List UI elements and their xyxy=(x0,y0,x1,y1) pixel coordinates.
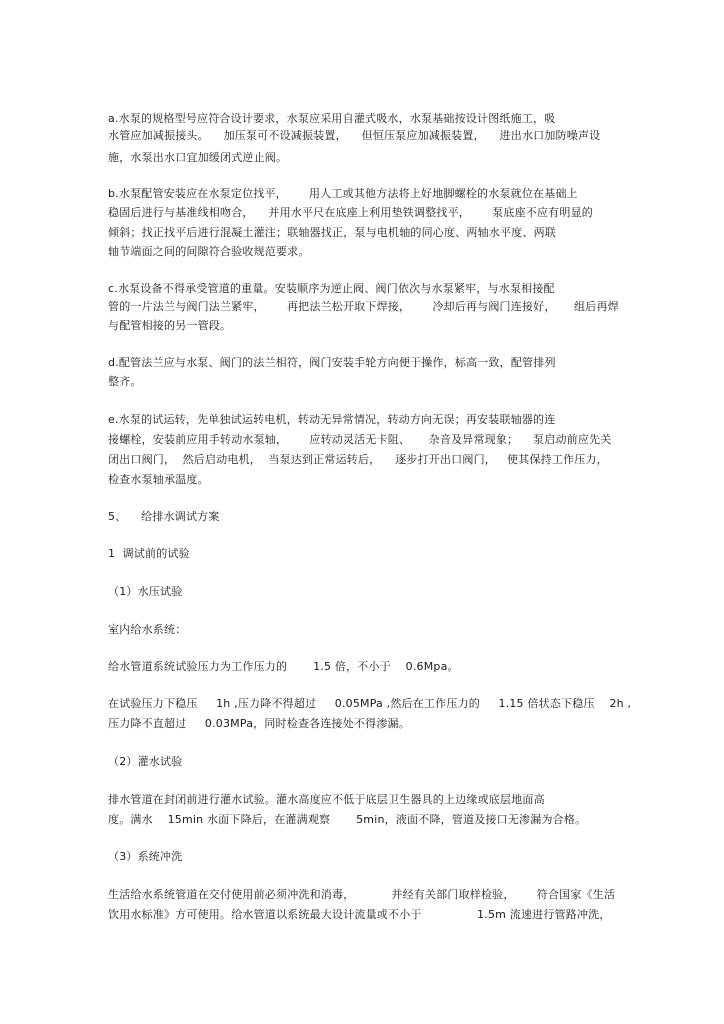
para-e-line-3: 闭出口阀门， 然后启动电机， 当泵达到正常运转后， 逐步打开出口阀门， 使其保持工作压力， xyxy=(108,453,608,466)
heading-indoor-water-supply: 室内给水系统： xyxy=(108,623,187,636)
pressure-test-line: 给水管道系统试验压力为工作压力的 1.5 倍，不小于 0.6Mpa。 xyxy=(108,660,459,673)
para-b-line-1: b.水泵配管安装应在水泵定位找平， 用人工或其他方法将上好地脚螺栓的水泵就位在基础上 xyxy=(108,187,578,200)
para-c-line-1: c.水泵设备不得承受管道的重量。安装顺序为逆止阀、阀门依次与水泵紧牢，与水泵相接配 xyxy=(108,282,555,295)
para-e-line-1: e.水泵的试运转，先单独试运转电机，转动无异常情况，转动方向无误；再安装联轴器的连 xyxy=(108,413,556,426)
para-d-line-1: d.配管法兰应与水泵、阀门的法兰相符，阀门安装手轮方向便于操作，标高一致，配管排列 xyxy=(108,356,556,369)
flush-line-1: 生活给水系统管道在交付使用前必须冲洗和消毒， 并经有关部门取样检验， 符合国家《生活 xyxy=(108,888,616,901)
heading-system-flush: （3）系统冲洗 xyxy=(108,850,183,863)
fill-test-line-2: 度。满水 15min 水面下降后，在灌满观察 5min，液面不降，管道及接口无渗漏为合格。 xyxy=(108,813,587,826)
para-b-line-4: 轴节端面之间的间隙符合验收规范要求。 xyxy=(108,245,310,258)
para-d-line-2: 整齐。 xyxy=(108,375,142,388)
pressure-hold-line-2: 压力降不直超过 0.03MPa，同时检查各连接处不得渗漏。 xyxy=(108,717,410,730)
para-b-line-2: 稳固后进行与基准线相吻合， 并用水平尺在底座上利用垫铁调整找平， 泵底座不应有明显的 xyxy=(108,206,593,219)
para-c-line-3: 与配管相接的另一管段。 xyxy=(108,319,232,332)
subsection-heading: 1 调试前的试验 xyxy=(108,547,190,560)
fill-test-line-1: 排水管道在封闭前进行灌水试验。灌水高度应不低于底层卫生器具的上边缘或底层地面高 xyxy=(108,793,545,806)
para-e-line-4: 检查水泵轴承温度。 xyxy=(108,473,209,486)
heading-water-pressure-test: （1）水压试验 xyxy=(108,585,183,598)
pressure-hold-line-1: 在试验压力下稳压 1h ,压力降不得超过 0.05MPa ,然后在工作压力的 1.15 倍状态下稳压 2h , xyxy=(108,697,632,710)
para-b-line-3: 倾斜；找正找平后进行混凝土灌注；联轴器找正，泵与电机轴的同心度、两轴水平度、两联 xyxy=(108,226,556,239)
para-a-line-2: 水管应加减振接头。 加压泵可不设减振装置， 但恒压泵应加减振装置， 进出水口加防噪声设 xyxy=(108,129,601,142)
heading-water-fill-test: （2）灌水试验 xyxy=(108,755,183,768)
flush-line-2: 饮用水标准》方可使用。给水管道以系统最大设计流量或不小于 1.5m 流速进行管路冲洗， xyxy=(108,908,611,921)
para-c-line-2: 管的一片法兰与阀门法兰紧牢， 再把法兰松开取下焊接， 冷却后再与阀门连接好， 组后再焊 xyxy=(108,300,619,313)
para-a-line-1: a.水泵的规格型号应符合设计要求，水泵应采用自灌式吸水，水泵基础按设计图纸施工，吸 xyxy=(108,112,556,125)
section-heading: 5、 给排水调试方案 xyxy=(108,510,220,523)
para-e-line-2: 接螺栓，安装前应用手转动水泵轴， 应转动灵活无卡阻、 杂音及异常现象； 泵启动前应先关 xyxy=(108,433,612,446)
para-a-line-3: 施，水泵出水口宜加缓闭式逆止阀。 xyxy=(108,151,288,164)
